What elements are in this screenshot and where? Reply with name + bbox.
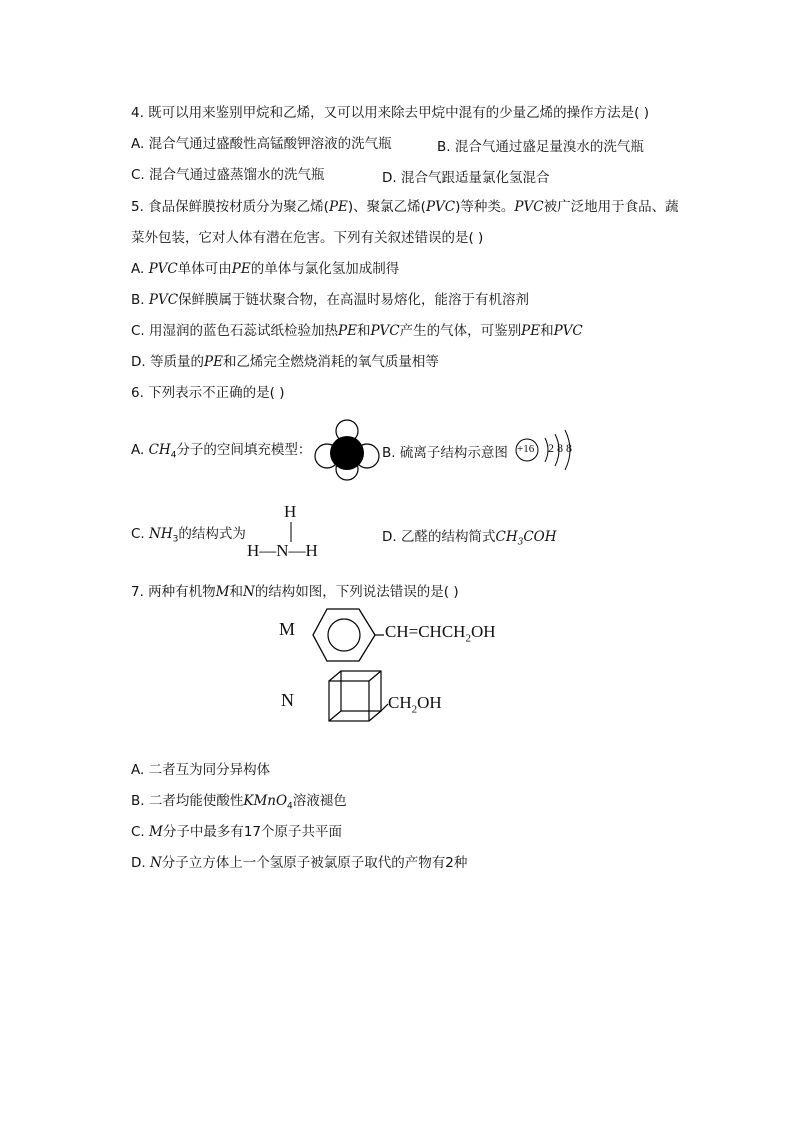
q4-option-c: C. 混合气通过盛蒸馏水的洗气瓶 xyxy=(131,167,325,183)
q7-stem: 7. 两种有机物M和N的结构如图，下列说法错误的是( ) xyxy=(131,584,459,600)
structure-m-label: M xyxy=(279,619,296,639)
nh3-vertical-bond xyxy=(290,522,292,542)
q4-option-a: A. 混合气通过盛酸性高锰酸钾溶液的洗气瓶 xyxy=(131,136,392,152)
q6-option-c: C. $NH_3$的结构式为 xyxy=(131,526,246,545)
sulfur-nucleus-charge: +16 xyxy=(517,443,535,455)
q6-option-d: D. 乙醛的结构简式$CH_3COH$ xyxy=(382,529,557,548)
q7-option-d: D. N分子立方体上一个氢原子被氯原子取代的产物有2种 xyxy=(131,855,468,871)
nh3-top-hydrogen: H xyxy=(284,502,297,521)
q4-option-b: B. 混合气通过盛足量溴水的洗气瓶 xyxy=(437,139,644,155)
benzene-ring-icon xyxy=(312,608,376,662)
q5-option-d: D. 等质量的PE和乙烯完全燃烧消耗的氧气质量相等 xyxy=(131,354,439,370)
q7-option-b: B. 二者均能使酸性KMnO$_4$溶液褪色 xyxy=(131,793,347,812)
structure-n-group: $CH_2OH$ xyxy=(388,693,442,716)
q5-option-b: B. PVC保鲜膜属于链状聚合物，在高温时易熔化，能溶于有机溶剂 xyxy=(131,292,530,308)
q5-stem-line2: 菜外包装，它对人体有潜在危害。下列有关叙述错误的是( ) xyxy=(131,230,484,246)
q5-option-c: C. 用湿润的蓝色石蕊试纸检验加热PE和PVC产生的气体，可鉴别PE和PVC xyxy=(131,323,583,339)
q7-option-c: C. M分子中最多有17个原子共平面 xyxy=(131,824,343,840)
structure-n-label: N xyxy=(281,690,294,710)
cubane-cube-icon xyxy=(328,670,390,722)
q6-stem: 6. 下列表示不正确的是( ) xyxy=(131,385,285,401)
q5-option-a: A. PVC单体可由PE的单体与氯化氢加成制得 xyxy=(131,261,400,277)
q4-option-d: D. 混合气跟适量氯化氢混合 xyxy=(382,170,550,186)
pvc-abbr: PVC xyxy=(425,199,456,215)
nh3-horizontal-row: H—N—H xyxy=(247,541,318,560)
q4-stem: 4. 既可以用来鉴别甲烷和乙烯，又可以用来除去甲烷中混有的少量乙烯的操作方法是( ) xyxy=(131,105,649,121)
q6-option-a: A. $CH_4$分子的空间填充模型： xyxy=(131,442,312,461)
methane-space-filling-model xyxy=(312,418,382,482)
q5-stem: 5. 食品保鲜膜按材质分为聚乙烯(PE)、聚氯乙烯(PVC)等种类。PVC被广泛地用于食品、蔬 xyxy=(131,199,679,215)
q6-option-b: B. 硫离子结构示意图 xyxy=(382,445,508,461)
sulfur-electron-shells: 2 8 8 xyxy=(548,441,572,455)
structure-m-chain: $CH=CHCH_2OH$ xyxy=(385,622,496,645)
pe-abbr: PE xyxy=(328,199,348,215)
q7-option-a: A. 二者互为同分异构体 xyxy=(131,762,271,778)
